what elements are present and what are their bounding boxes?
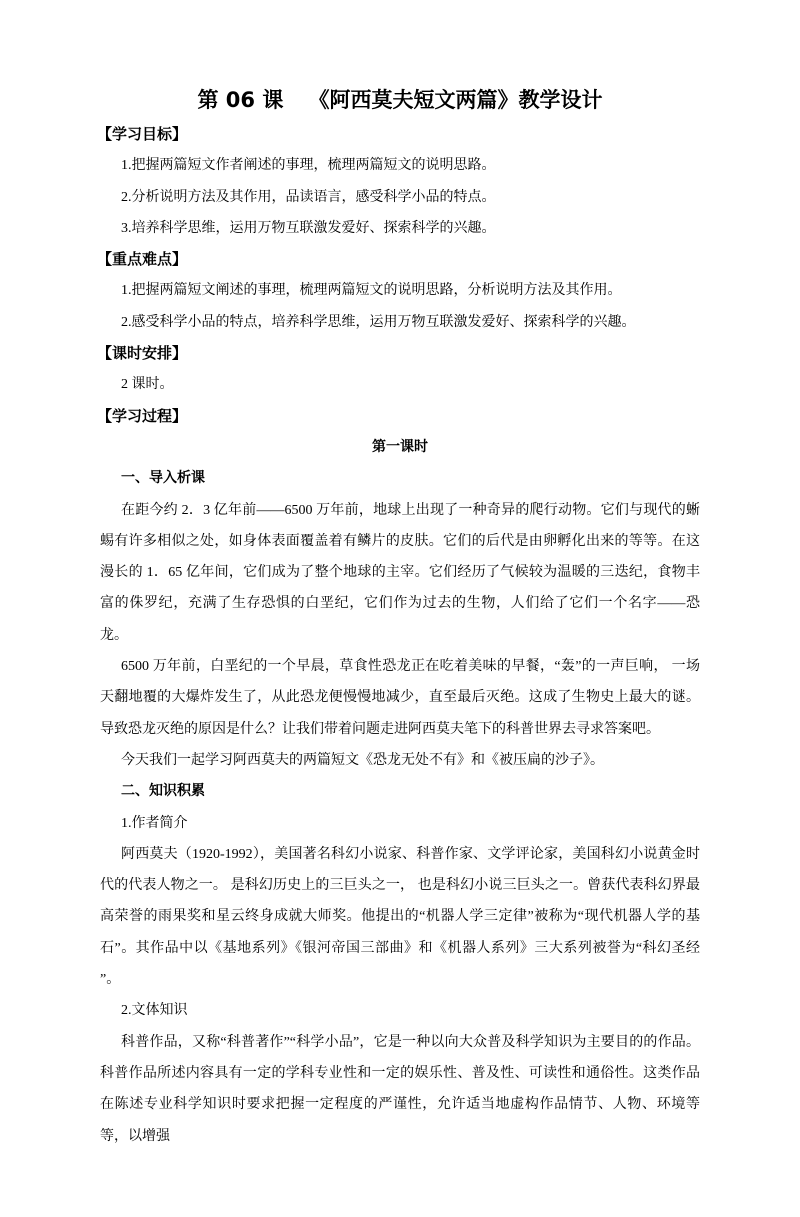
genre-heading: 2.文体知识 bbox=[121, 1003, 188, 1019]
intro-paragraph: 在距今约 2．3 亿年前——6500 万年前，地球上出现了一种奇异的爬行动物。它们与现代的蜥蜴有许多相似之处，如身体表面覆盖着有鳞片的皮肤。它们的后代是由卵孵化出来的等等。在这漫长的 1．65 亿年间，它们成为了整个地球的主宰。它们经历了气候较为温暖的三迭纪，食物丰富的侏罗纪，充满了生存恐惧的白垩纪，它们作为过去的生物，人们给了它们一个名字——恐龙。 bbox=[100, 502, 700, 643]
objective-item: 2.分析说明方法及其作用，品读语言，感受科学小品的特点。 bbox=[121, 189, 496, 205]
author-paragraph: 阿西莫夫（1920-1992），美国著名科幻小说家、科普作家、文学评论家，美国科幻小说黄金时代的代表人物之一。 是科幻历史上的三巨头之一， 也是科幻小说三巨头之一。曾获代表科幻界最高荣誉的雨果奖和星云终身成就大师奖。他提出的“机器人学三定律”被称为“现代机器人学的基石”。其作品中以《基地系列》《银河帝国三部曲》和《机器人系列》三大系列被誉为“科幻圣经 ”。 bbox=[100, 846, 700, 988]
key-point-item: 1.把握两篇短文阐述的事理，梳理两篇短文的说明思路，分析说明方法及其作用。 bbox=[121, 283, 622, 299]
author-heading: 1.作者简介 bbox=[121, 815, 188, 831]
process-heading: 【学习过程】 bbox=[97, 406, 188, 425]
lesson-period-title: 第一课时 bbox=[372, 438, 428, 455]
document-title bbox=[100, 86, 700, 114]
intro-part bbox=[100, 463, 700, 776]
objectives-section bbox=[97, 119, 700, 244]
intro-paragraph: 6500 万年前，白垩纪的一个早晨，草食性恐龙正在吃着美味的早餐，“轰”的一声巨响， 一场天翻地覆的大爆炸发生了，从此恐龙便慢慢地减少，直至最后灭绝。这成了生物史上最大的谜。导致恐龙灭绝的原因是什么？让我们带着问题走进阿西莫夫笔下的科普世界去寻求答案吧。 bbox=[100, 659, 700, 737]
key-point-item: 2.感受科学小品的特点，培养科学思维，运用万物互联激发爱好、探索科学的兴趣。 bbox=[121, 314, 636, 330]
process-section bbox=[97, 401, 700, 1152]
objective-item: 3.培养科学思维，运用万物互联激发爱好、探索科学的兴趣。 bbox=[121, 220, 496, 236]
knowledge-part bbox=[100, 776, 700, 1152]
document-page bbox=[0, 86, 800, 1217]
genre-paragraph: 科普作品，又称“科普著作”“科学小品”，它是一种以向大众普及科学知识为主要目的的作品。科普作品所述内容具有一定的学科专业性和一定的娱乐性、普及性、可读性和通俗性。这类作品在陈述专业科学知识时要求把握一定程度的严谨性，允许适当地虚构作品情节、人物、环境等等，以增强 bbox=[100, 1034, 700, 1144]
intro-heading: 一、导入析课 bbox=[121, 470, 205, 487]
key-points-section bbox=[97, 244, 700, 338]
schedule-heading: 【课时安排】 bbox=[97, 344, 188, 363]
key-points-heading: 【重点难点】 bbox=[97, 250, 188, 269]
lesson-name: 《阿西莫夫短文两篇》教学设计 bbox=[308, 88, 603, 112]
objectives-heading: 【学习目标】 bbox=[97, 125, 188, 143]
schedule-text: 2 课时。 bbox=[121, 377, 174, 393]
intro-paragraph: 今天我们一起学习阿西莫夫的两篇短文《恐龙无处不有》和《被压扁的沙子》。 bbox=[121, 752, 604, 768]
lesson-number: 第 06 课 bbox=[197, 88, 284, 112]
schedule-section bbox=[97, 338, 700, 401]
objective-item: 1.把握两篇短文作者阐述的事理，梳理两篇短文的说明思路。 bbox=[121, 158, 496, 174]
knowledge-heading: 二、知识积累 bbox=[121, 783, 205, 800]
